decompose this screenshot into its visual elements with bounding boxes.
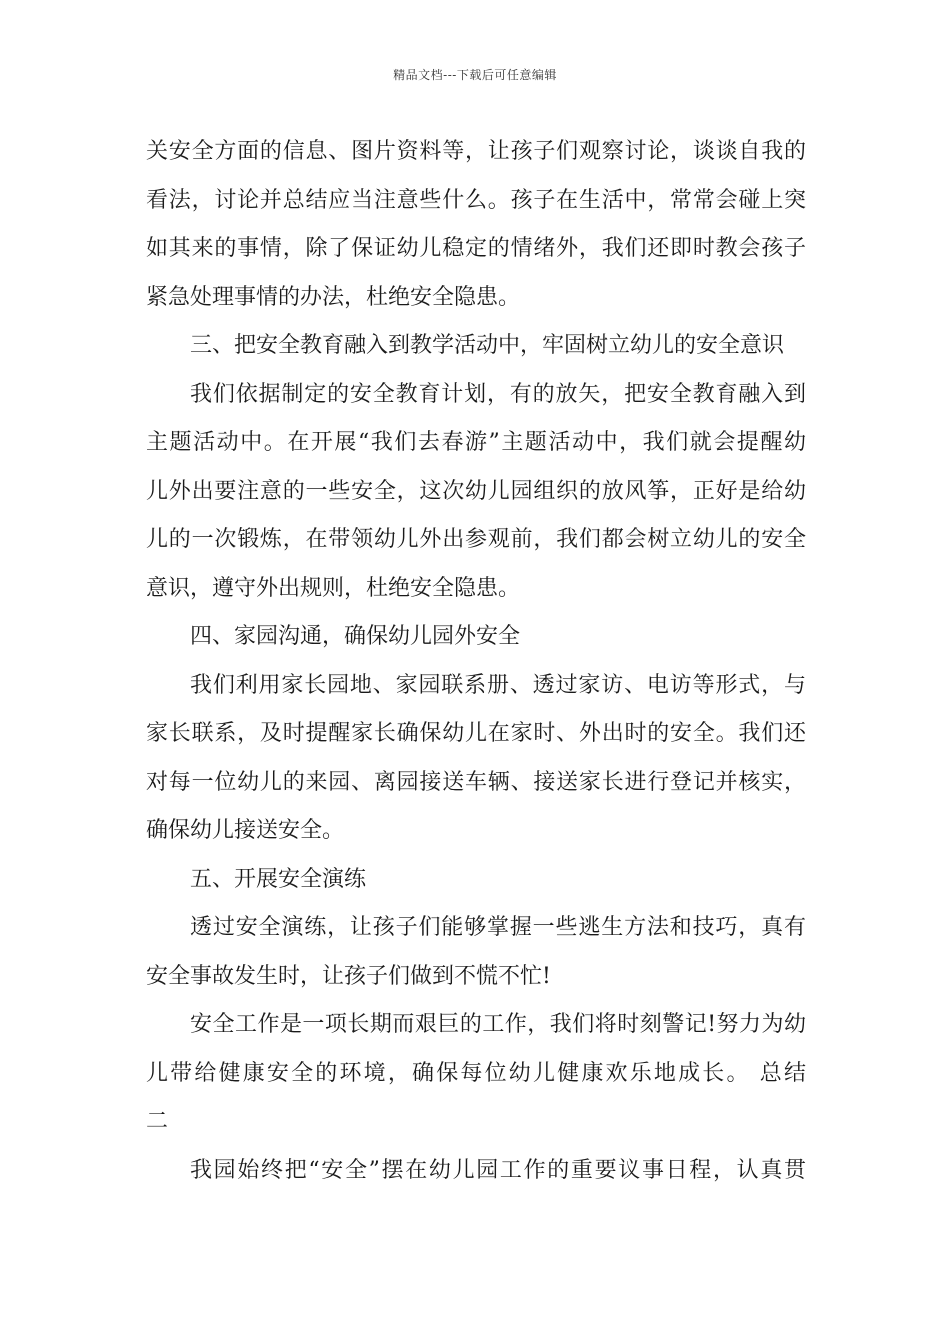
- document-body: [146, 128, 806, 1195]
- text-line: 安全工作是一项长期而艰巨的工作，我们将时刻警记!努力为幼: [190, 1012, 806, 1037]
- text-line: 儿外出要注意的一些安全，这次幼儿园组织的放风筝，正好是给幼: [146, 478, 806, 504]
- text-line: 如其来的事情，除了保证幼儿稳定的情绪外，我们还即时教会孩子: [146, 236, 806, 261]
- text-line: 紧急处理事情的办法，杜绝安全隐患。: [146, 284, 521, 310]
- text-line: 对每一位幼儿的来园、离园接送车辆、接送家长进行登记并核实，: [146, 769, 806, 795]
- text-line: 家长联系，及时提醒家长确保幼儿在家时、外出时的安全。我们还: [146, 721, 806, 746]
- section-heading: 四、家园沟通，确保幼儿园外安全: [190, 624, 521, 649]
- text-line: 意识，遵守外出规则，杜绝安全隐患。: [146, 575, 521, 601]
- text-line: 儿的一次锻炼，在带领幼儿外出参观前，我们都会树立幼儿的安全: [146, 527, 806, 552]
- text-line: 我们利用家长园地、家园联系册、透过家访、电访等形式，与: [190, 672, 806, 698]
- text-line: 主题活动中。在开展“我们去春游”主题活动中，我们就会提醒幼: [146, 430, 806, 455]
- page-header: 精品文档---下载后可任意编辑: [393, 68, 557, 82]
- text-line: 儿带给健康安全的环境，确保每位幼儿健康欢乐地成长。 总结: [146, 1060, 806, 1086]
- text-line: 透过安全演练，让孩子们能够掌握一些逃生方法和技巧，真有: [190, 915, 806, 940]
- text-line: 确保幼儿接送安全。: [146, 818, 345, 843]
- text-line: 我们依据制定的安全教育计划，有的放矢，把安全教育融入到: [190, 381, 806, 407]
- text-line: 我园始终把“安全”摆在幼儿园工作的重要议事日程，认真贯: [190, 1157, 806, 1183]
- section-heading: 三、把安全教育融入到教学活动中，牢固树立幼儿的安全意识: [190, 333, 785, 358]
- text-line: 看法，讨论并总结应当注意些什么。孩子在生活中，常常会碰上突: [146, 187, 806, 213]
- text-line: 二: [146, 1109, 169, 1134]
- section-heading: 五、开展安全演练: [190, 866, 367, 892]
- text-line: 安全事故发生时，让孩子们做到不慌不忙!: [146, 963, 551, 989]
- text-line: 关安全方面的信息、图片资料等，让孩子们观察讨论，谈谈自我的: [146, 139, 806, 164]
